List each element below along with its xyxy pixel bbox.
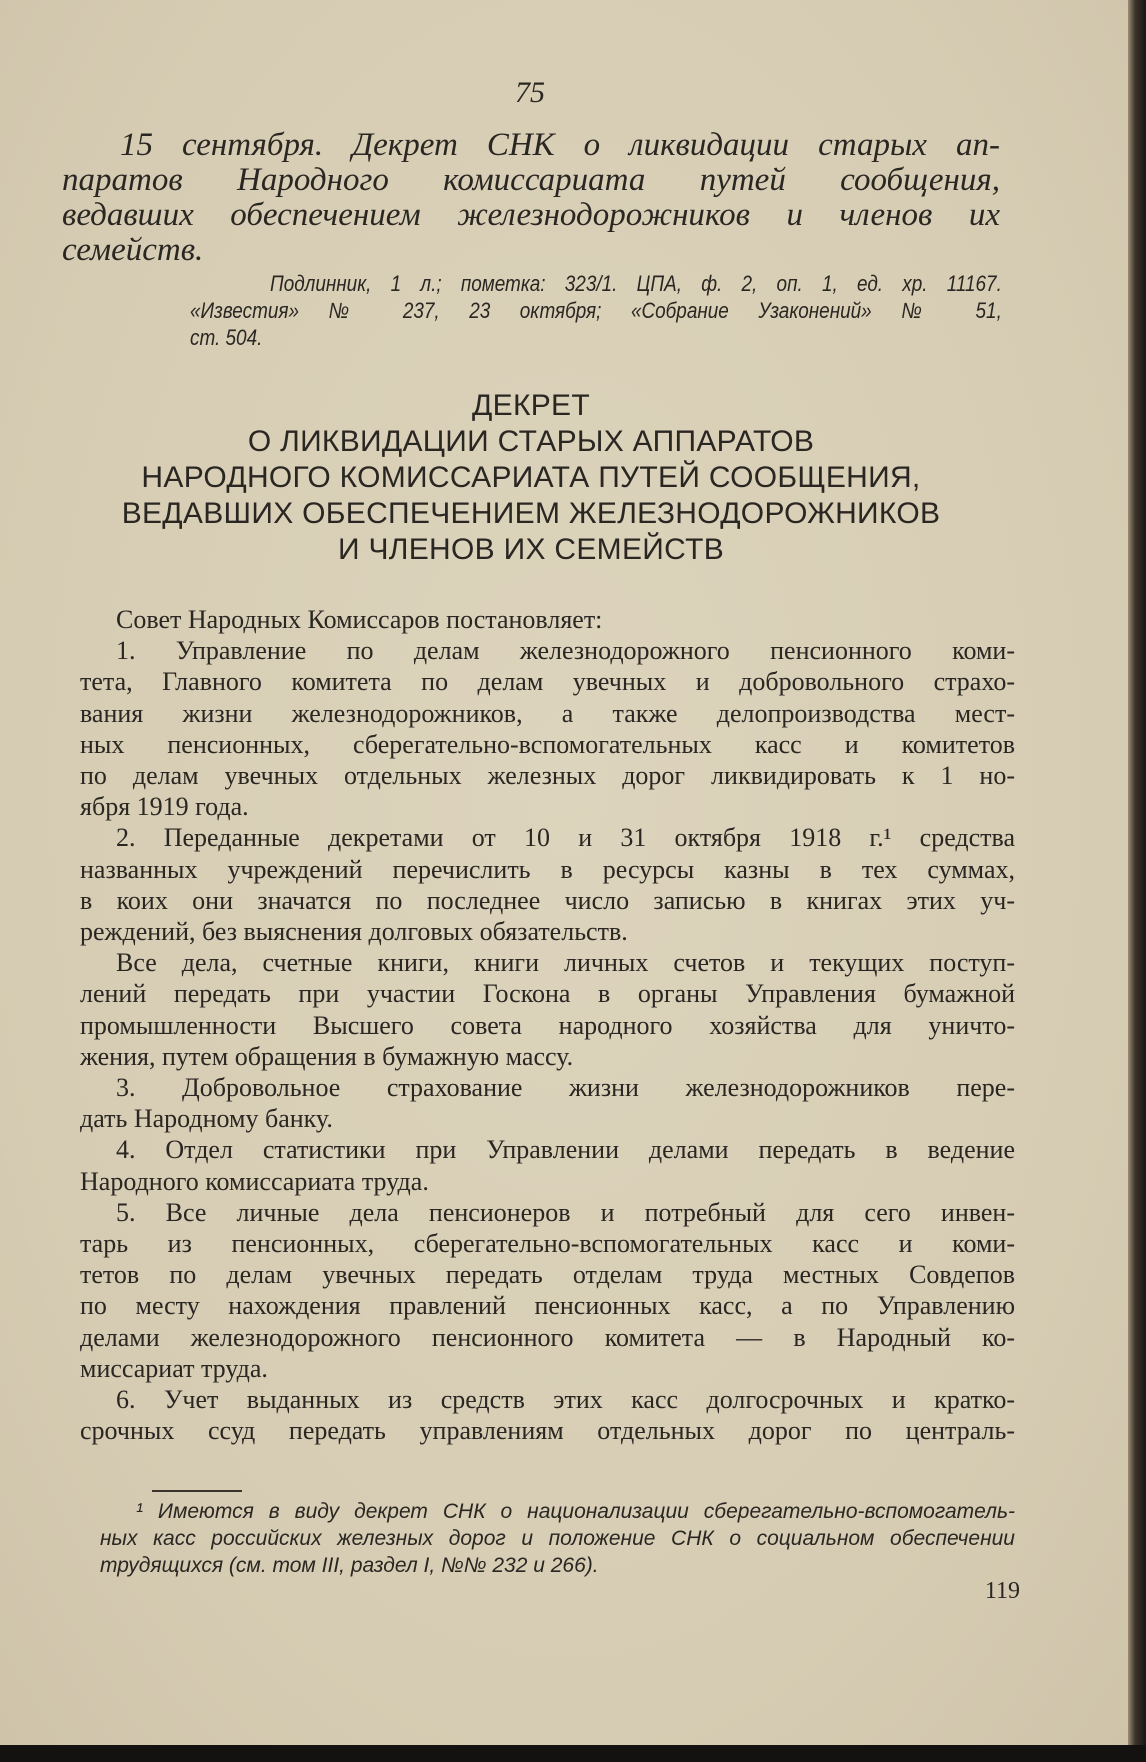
- paragraph-line: миссариат труда.: [80, 1353, 268, 1383]
- summary-line: семейств.: [62, 232, 204, 268]
- title-line: ДЕКРЕТ: [472, 389, 590, 422]
- document-number: 75: [515, 76, 545, 109]
- paragraph-line: 2. Переданные декретами от 10 и 31 октября 1918 г.¹ средства: [116, 823, 1015, 853]
- decree-title: [62, 388, 1000, 568]
- paragraph-line: вания жизни железнодорожников, а также делопроизводства мест-: [80, 698, 1015, 728]
- paragraph-line: по делам увечных отдельных железных дорог ликвидировать к 1 но-: [80, 761, 1015, 791]
- citation-line: «Известия» № 237, 23 октября; «Собрание Узаконений» № 51,: [190, 298, 1002, 323]
- paragraph-line: 5. Все личные дела пенсионеров и потребный для сего инвен-: [116, 1197, 1015, 1227]
- title-line: ВЕДАВШИХ ОБЕСПЕЧЕНИЕМ ЖЕЛЕЗНОДОРОЖНИКОВ: [121, 497, 941, 530]
- paragraph-line: промышленности Высшего совета народного хозяйства для уничто-: [80, 1010, 1015, 1040]
- paragraph: [80, 1197, 1015, 1384]
- paragraph-line: в коих они значатся по последнее число записью в книгах этих уч-: [80, 885, 1015, 915]
- paragraph: [80, 1134, 1015, 1196]
- paragraph-line: ных пенсионных, сберегательно-вспомогательных касс и комитетов: [80, 729, 1015, 759]
- paragraph: [80, 635, 1015, 822]
- paragraph-line: 6. Учет выданных из средств этих касс долгосрочных и кратко-: [116, 1385, 1015, 1415]
- paragraph-line: по месту нахождения правлений пенсионных касс, а по Управлению: [80, 1291, 1015, 1321]
- paragraph-line: 1. Управление по делам железнодорожного пенсионного коми-: [116, 636, 1015, 666]
- paragraph: [80, 1072, 1015, 1134]
- book-spine-edge: [1128, 0, 1146, 1762]
- paragraph-line: тетов по делам увечных передать отделам труда местных Совдепов: [80, 1260, 1015, 1290]
- scan-bottom-border: [0, 1745, 1146, 1762]
- paragraph-line: дать Народному банку.: [80, 1104, 333, 1134]
- paragraph-line: 4. Отдел статистики при Управлении делами передать в ведение: [116, 1135, 1015, 1165]
- footnote-line: ¹ Имеются в виду декрет СНК о национализации сберегательно-вспомогатель-: [136, 1500, 1015, 1523]
- paragraph-line: жения, путем обращения в бумажную массу.: [80, 1041, 574, 1071]
- citation-line: Подлинник, 1 л.; пометка: 323/1. ЦПА, ф. 2, оп. 1, ед. хр. 11167.: [269, 271, 1002, 296]
- paragraph-line: срочных ссуд передать управлениям отдельных дорог по централь-: [80, 1416, 1015, 1446]
- footnote-divider: [152, 1490, 242, 1492]
- title-line: НАРОДНОГО КОМИССАРИАТА ПУТЕЙ СООБЩЕНИЯ,: [141, 461, 921, 494]
- source-citation: [190, 270, 1002, 351]
- footnote-line: трудящихся (см. том III, раздел I, №№ 232 и 266).: [100, 1554, 599, 1577]
- paragraph-line: тета, Главного комитета по делам увечных и добровольного страхо-: [80, 667, 1015, 697]
- footnote-line: ных касс российских железных дорог и положение СНК о социальном обеспечении: [100, 1527, 1015, 1550]
- footnote: [100, 1498, 1015, 1579]
- title-line: О ЛИКВИДАЦИИ СТАРЫХ АППАРАТОВ: [247, 425, 815, 458]
- summary-line: паратов Народного комиссариата путей сообщения,: [62, 162, 1000, 198]
- paragraph: [80, 604, 1015, 635]
- paragraph-line: тарь из пенсионных, сберегательно-вспомогательных касс и коми-: [80, 1229, 1015, 1259]
- paragraph-line: Совет Народных Комиссаров постановляет:: [116, 605, 603, 634]
- paragraph: [80, 1384, 1015, 1446]
- decree-body: [80, 604, 1015, 1446]
- paragraph-line: Все дела, счетные книги, книги личных счетов и текущих поступ-: [116, 948, 1015, 978]
- document-summary: [62, 128, 1000, 268]
- summary-line: 15 сентября. Декрет СНК о ликвидации старых ап-: [120, 127, 1000, 163]
- paragraph: [80, 947, 1015, 1072]
- paragraph-line: ября 1919 года.: [80, 792, 249, 822]
- title-line: И ЧЛЕНОВ ИХ СЕМЕЙСТВ: [337, 533, 725, 566]
- paragraph-line: Народного комиссариата труда.: [80, 1166, 429, 1196]
- citation-line: ст. 504.: [190, 325, 263, 350]
- summary-line: ведавших обеспечением железнодорожников и членов их: [62, 197, 1000, 233]
- paragraph-line: названных учреждений перечислить в ресурсы казны в тех суммах,: [80, 854, 1015, 884]
- paragraph: [80, 822, 1015, 947]
- paragraph-line: делами железнодорожного пенсионного комитета — в Народный ко-: [80, 1322, 1015, 1352]
- paragraph-line: реждений, без выяснения долговых обязательств.: [80, 917, 628, 947]
- paragraph-line: 3. Добровольное страхование жизни железнодорожников пере-: [116, 1073, 1015, 1103]
- paragraph-line: лений передать при участии Госкона в органы Управления бумажной: [80, 979, 1015, 1009]
- page-number: 119: [984, 1578, 1020, 1604]
